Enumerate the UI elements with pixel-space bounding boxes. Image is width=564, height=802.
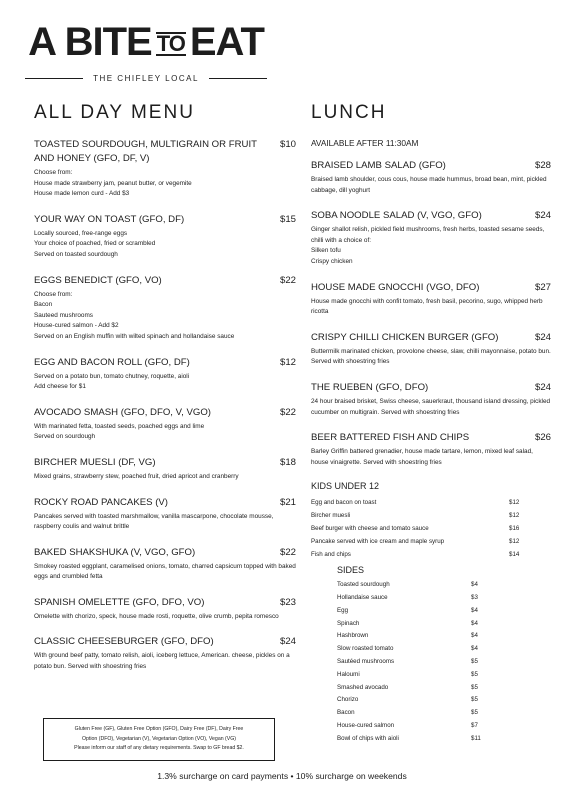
side-item-name: Slow roasted tomato <box>337 645 394 653</box>
kids-item-name: Beef burger with cheese and tomato sauce <box>311 524 429 532</box>
menu-item-description <box>311 175 551 196</box>
menu-item-price: $27 <box>534 281 551 293</box>
menu-item <box>34 356 296 393</box>
description-line: Omelette with chorizo, speck, house made rosti, roquette, olive crumb, pepita romesco <box>34 612 279 620</box>
menu-item-name: BEER BATTERED FISH AND CHIPS <box>311 432 470 444</box>
side-item-price: $5 <box>471 683 478 691</box>
menu-item <box>34 138 296 200</box>
description-line: Smokey roasted eggplant, caramelised onions, tomato, charred capsicum topped with baked eggs and crumbled fetta <box>34 562 296 581</box>
side-item <box>337 605 485 618</box>
menu-item-name: CRISPY CHILLI CHICKEN BURGER (GFO) <box>311 331 499 343</box>
kids-section <box>311 481 551 561</box>
side-item-price: $4 <box>471 606 478 614</box>
menu-item <box>311 209 551 267</box>
logo-word-3: EAT <box>189 20 264 64</box>
description-line: Braised lamb shoulder, cous cous, house made hummus, broad bean, mint, pickled cabbage, dill yoghurt <box>311 176 547 194</box>
divider <box>209 78 267 79</box>
dietary-note-box <box>43 718 275 761</box>
menu-item-price: $28 <box>534 160 551 171</box>
side-item-name: Hashbrown <box>337 632 369 640</box>
kids-item-name: Bircher muesli <box>311 512 351 520</box>
side-item <box>337 592 485 605</box>
menu-item-price: $18 <box>279 456 296 468</box>
logo-subtitle <box>0 74 292 83</box>
logo-word-1: A BITE <box>28 20 152 64</box>
lunch-menu-list <box>311 159 551 468</box>
menu-item-price: $24 <box>534 210 551 222</box>
side-item <box>337 707 485 720</box>
all-day-menu-list <box>34 138 296 673</box>
side-item-name: Toasted sourdough <box>337 581 390 589</box>
side-item-name: Egg <box>337 606 349 614</box>
menu-item-header <box>34 596 296 610</box>
menu-item-price: $24 <box>279 636 296 648</box>
menu-item <box>311 331 551 368</box>
description-line: Served on toasted sourdough <box>34 250 118 258</box>
kids-item-price: $12 <box>509 512 520 520</box>
menu-item-header <box>34 456 296 470</box>
description-line: Buttermilk marinated chicken, provolone cheese, slaw, chilli mayonnaise, potato bun. Served with shoestring fries <box>311 347 551 366</box>
menu-item-description <box>34 290 296 343</box>
description-line: Sauteed mushrooms <box>34 311 93 319</box>
description-line: Choose from: <box>34 290 73 298</box>
description-line: Crispy chicken <box>311 257 353 265</box>
availability-note: AVAILABLE AFTER 11:30AM <box>311 138 419 148</box>
menu-item-price: $22 <box>279 274 296 286</box>
menu-item <box>311 431 551 468</box>
menu-item <box>311 281 551 318</box>
lunch-heading: LUNCH <box>311 102 387 123</box>
menu-item-description <box>34 422 296 443</box>
side-item-name: Haloumi <box>337 670 360 678</box>
kids-item-name: Egg and bacon on toast <box>311 499 377 507</box>
menu-item-header <box>311 331 551 345</box>
menu-item-header <box>34 406 296 420</box>
menu-item <box>311 159 551 196</box>
menu-item-description <box>311 297 551 318</box>
side-item-price: $5 <box>471 696 478 704</box>
menu-item-name: BAKED SHAKSHUKA (V, VGO, GFO) <box>34 546 196 558</box>
menu-item-name: YOUR WAY ON TOAST (GFO, DF) <box>34 213 185 225</box>
menu-item-header <box>34 274 296 288</box>
menu-item-header <box>34 546 296 560</box>
side-item <box>337 694 485 707</box>
side-item <box>337 669 485 682</box>
kids-item <box>311 536 551 549</box>
description-line: Add cheese for $1 <box>34 383 86 391</box>
menu-item-name: TOASTED SOURDOUGH, MULTIGRAIN OR FRUIT AND HONEY (GFO, DF, V) <box>34 139 257 164</box>
dietary-note-line: Option (DFO), Vegetarian (V), Vegetarian Option (VO), Vegan (VG) <box>82 735 236 742</box>
description-line: Your choice of poached, fried or scrambled <box>34 240 156 248</box>
menu-item-header <box>311 381 551 395</box>
side-item <box>337 656 485 669</box>
sides-section <box>337 565 485 745</box>
description-line: Pancakes served with toasted marshmallow, vanilla mascarpone, chocolate mousse, raspberry coulis and walnut brittle <box>34 512 274 531</box>
side-item-name: Bowl of chips with aioli <box>337 734 399 742</box>
menu-item-name: EGGS BENEDICT (GFO, VO) <box>34 274 162 286</box>
logo-title <box>0 20 292 64</box>
menu-item-name: CLASSIC CHEESEBURGER (GFO, DFO) <box>34 636 214 648</box>
kids-item-name: Pancake served with ice cream and maple syrup <box>311 537 445 545</box>
description-line: Bacon <box>34 301 53 309</box>
menu-item <box>34 546 296 583</box>
all-day-menu-heading: ALL DAY MENU <box>34 102 195 123</box>
description-line: With marinated fetta, toasted seeds, poached eggs and lime <box>34 422 205 430</box>
menu-item-price: $21 <box>279 496 296 508</box>
menu-item-price: $10 <box>279 139 296 150</box>
side-item-price: $4 <box>471 581 478 589</box>
menu-item-description <box>34 372 296 393</box>
kids-list <box>311 497 551 561</box>
menu-item-description <box>311 397 551 418</box>
menu-item-description <box>34 472 296 483</box>
menu-item-name: AVOCADO SMASH (GFO, DFO, V, VGO) <box>34 406 211 418</box>
kids-item <box>311 497 551 510</box>
menu-item-header <box>311 431 551 445</box>
description-line: Silken tofu <box>311 247 341 255</box>
sides-list <box>337 579 485 745</box>
menu-item-name: BRAISED LAMB SALAD (GFO) <box>311 160 446 171</box>
description-line: Choose from: <box>34 169 73 176</box>
menu-item-name: THE RUEBEN (GFO, DFO) <box>311 381 429 393</box>
description-line: Ginger shallot relish, pickled field mushrooms, fresh herbs, toasted sesame seeds, chilli with a choice of: <box>311 226 545 244</box>
menu-item <box>34 496 296 533</box>
kids-heading: KIDS UNDER 12 <box>311 481 380 492</box>
side-item-name: Hollandaise sauce <box>337 594 388 602</box>
side-item-price: $4 <box>471 645 478 653</box>
menu-item-price: $26 <box>534 432 551 444</box>
logo-word-2: TO <box>156 31 185 57</box>
menu-item <box>34 635 296 672</box>
side-item-name: Spinach <box>337 619 360 627</box>
menu-item-description <box>311 347 551 368</box>
menu-item-header <box>34 138 296 166</box>
menu-item <box>34 596 296 623</box>
side-item-price: $4 <box>471 632 478 640</box>
kids-item <box>311 510 551 523</box>
menu-item-header <box>34 496 296 510</box>
menu-item-description <box>311 447 551 468</box>
description-line: House made strawberry jam, peanut butter, or vegemite <box>34 179 192 187</box>
menu-item-price: $15 <box>279 213 296 225</box>
description-line: With ground beef patty, tomato relish, aioli, iceberg lettuce, American. cheese, pickles on a potato bun. Served with shoestring fries <box>34 652 290 671</box>
side-item <box>337 733 485 746</box>
description-line: House made gnocchi with confit tomato, fresh basil, pecorino, sugo, whipped herb ricotta <box>311 297 543 316</box>
kids-item-price: $12 <box>509 537 520 545</box>
side-item-price: $5 <box>471 709 478 717</box>
menu-item-name: SPANISH OMELETTE (GFO, DFO, VO) <box>34 596 205 608</box>
description-line: Served on sourdough <box>34 433 96 441</box>
side-item <box>337 579 485 592</box>
description-line: Served on a potato bun, tomato chutney, roquette, aioli <box>34 372 190 380</box>
menu-item-name: ROCKY ROAD PANCAKES (V) <box>34 496 168 508</box>
menu-item-name: EGG AND BACON ROLL (GFO, DF) <box>34 356 190 368</box>
description-line: Barley Griffin battered grenadier, house made tartare, lemon, mixed leaf salad, house vinaigrette. Served with shoestring fries <box>311 448 533 466</box>
side-item-price: $5 <box>471 658 478 666</box>
side-item-name: Sautéed mushrooms <box>337 658 395 666</box>
description-line: 24 hour braised brisket, Swiss cheese, sauerkraut, thousand island dressing, pickled cucumber on multigrain. Served with shoestring fries <box>311 397 551 416</box>
menu-item-description <box>311 225 551 267</box>
menu-item-name: BIRCHER MUESLI (DF, VG) <box>34 456 156 468</box>
menu-item-header <box>34 213 296 227</box>
menu-item-description <box>34 229 296 261</box>
description-line: House made lemon curd - Add $3 <box>34 190 130 198</box>
menu-item-price: $24 <box>534 381 551 393</box>
kids-item-price: $12 <box>509 499 520 507</box>
menu-item-header <box>311 159 551 173</box>
side-item-price: $11 <box>471 734 481 742</box>
side-item-price: $5 <box>471 670 478 678</box>
divider <box>25 78 83 79</box>
menu-item-price: $22 <box>279 546 296 558</box>
side-item-price: $4 <box>471 619 478 627</box>
logo <box>0 20 292 83</box>
side-item <box>337 720 485 733</box>
kids-item <box>311 549 551 562</box>
description-line: Served on an English muffin with wilted spinach and hollandaise sauce <box>34 332 235 340</box>
description-line: Mixed grains, strawberry stew, poached fruit, dried apricot and cranberry <box>34 472 239 480</box>
menu-item-description <box>34 168 296 200</box>
dietary-note-line: Please inform our staff of any dietary requirements. Swap to GF bread $2. <box>74 745 244 752</box>
side-item <box>337 682 485 695</box>
side-item <box>337 630 485 643</box>
menu-item <box>311 381 551 418</box>
side-item-name: Bacon <box>337 709 355 717</box>
sides-heading: SIDES <box>337 565 365 576</box>
side-item <box>337 618 485 631</box>
menu-item-description <box>34 562 296 583</box>
side-item-price: $3 <box>471 594 478 602</box>
menu-item-name: SOBA NOODLE SALAD (V, VGO, GFO) <box>311 210 482 222</box>
kids-item <box>311 523 551 536</box>
menu-item-header <box>311 209 551 223</box>
menu-item <box>34 456 296 483</box>
menu-item-price: $23 <box>279 596 296 608</box>
surcharge-footer: 1.3% surcharge on card payments • 10% surcharge on weekends <box>157 771 407 781</box>
menu-item-price: $22 <box>279 406 296 418</box>
menu-item-price: $24 <box>534 331 551 343</box>
menu-item-header <box>311 281 551 295</box>
lunch-column <box>311 102 551 746</box>
kids-item-price: $14 <box>509 550 520 558</box>
dietary-note-line: Gluten Free (GF), Gluten Free Option (GFO), Dairy Free (DF), Dairy Free <box>74 726 244 732</box>
side-item <box>337 643 485 656</box>
menu-item-description <box>34 512 296 533</box>
menu-item-price: $12 <box>279 356 296 368</box>
menu-item-description <box>34 651 296 672</box>
menu-item <box>34 274 296 343</box>
kids-item-name: Fish and chips <box>311 550 351 558</box>
description-line: House-cured salmon - Add $2 <box>34 322 119 330</box>
side-item-name: Smashed avocado <box>337 683 389 691</box>
side-item-name: House-cured salmon <box>337 722 395 730</box>
logo-subtitle-text: THE CHIFLEY LOCAL <box>93 74 199 83</box>
kids-item-price: $16 <box>509 524 520 532</box>
description-line: Locally sourced, free-range eggs <box>34 229 128 237</box>
menu-item <box>34 406 296 443</box>
menu-item <box>34 213 296 261</box>
all-day-menu-column <box>34 102 296 686</box>
menu-item-description <box>34 612 296 623</box>
side-item-price: $7 <box>471 722 478 730</box>
side-item-name: Chorizo <box>337 696 359 704</box>
menu-item-header <box>34 356 296 370</box>
menu-item-name: HOUSE MADE GNOCCHI (VGO, DFO) <box>311 281 480 293</box>
menu-item-header <box>34 635 296 649</box>
